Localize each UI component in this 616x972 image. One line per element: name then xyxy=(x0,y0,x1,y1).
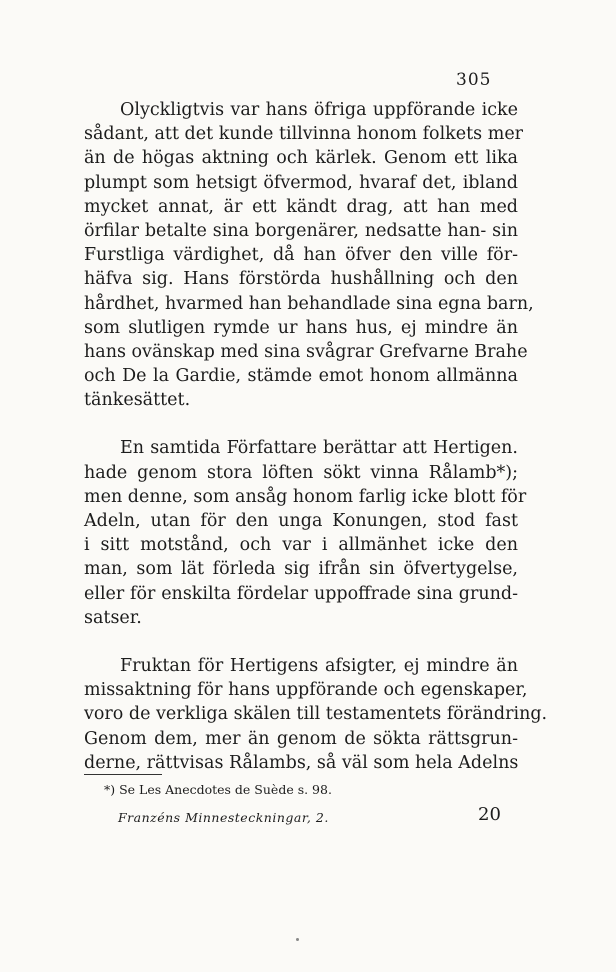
text-line: hårdhet, hvarmed han behandlade sina egna barn, xyxy=(84,293,534,314)
paragraph-3 xyxy=(84,654,548,775)
text-line: man, som lät förleda sig ifrån sin öfvertygelse, xyxy=(84,559,518,580)
paragraph-gap xyxy=(84,412,518,436)
text-line: Adeln, utan för den unga Konungen, stod fast xyxy=(84,511,518,531)
body-text xyxy=(84,98,548,775)
paragraph-1 xyxy=(84,98,534,412)
text-line: En samtida Författare berättar att Hertigen. xyxy=(120,438,518,459)
text-line: Olyckligtvis var hans öfriga uppförande icke xyxy=(120,100,518,120)
text-line: Furstliga värdighet, då han öfver den ville för- xyxy=(84,245,518,266)
paragraph-gap xyxy=(84,630,518,654)
text-line: häfva sig. Hans förstörda hushållning och den xyxy=(84,269,518,290)
text-line: i sitt motstånd, och var i allmänhet icke den xyxy=(84,535,518,556)
footnote: *) Se Les Anecdotes de Suède s. 98. xyxy=(104,782,332,797)
footnote-divider xyxy=(84,774,162,775)
text-line: hade genom stora löften sökt vinna Rålamb*); xyxy=(84,462,518,483)
text-line: och De la Gardie, stämde emot honom allmänna xyxy=(84,366,518,387)
text-line: örfilar betalte sina borgenärer, nedsatte han- sin xyxy=(84,220,518,241)
text-line: derne, rättvisas Rålambs, så väl som hela Adelns xyxy=(84,752,519,773)
text-line: eller för enskilta fördelar uppoffrade sina grund- xyxy=(84,583,518,604)
signature-number: 20 xyxy=(478,804,501,825)
text-line: plumpt som hetsigt öfvermod, hvaraf det, ibland xyxy=(84,172,518,193)
text-line: mycket annat, är ett kändt drag, att han med xyxy=(84,196,518,217)
paper-speck xyxy=(296,938,299,941)
text-line: än de högas aktning och kärlek. Genom ett lika xyxy=(84,148,518,169)
printer-signature: Franzéns Minnesteckningar, 2. xyxy=(118,810,329,825)
text-line: Genom dem, mer än genom de sökta rättsgrun- xyxy=(84,728,518,749)
text-line: hans ovänskap med sina svågrar Grefvarne Brahe xyxy=(84,341,528,362)
text-line: voro de verkliga skälen till testamentets förändring. xyxy=(84,704,548,725)
text-line: satser. xyxy=(84,607,142,628)
page-number: 305 xyxy=(456,70,492,90)
text-line: som slutligen rymde ur hans hus, ej mindre än xyxy=(84,317,518,338)
text-line: men denne, som ansåg honom farlig icke blott för xyxy=(84,486,527,507)
text-line: sådant, att det kunde tillvinna honom folkets mer xyxy=(84,124,524,145)
text-line: Fruktan för Hertigens afsigter, ej mindre än xyxy=(120,655,518,676)
text-line: missaktning för hans uppförande och egenskaper, xyxy=(84,680,528,701)
paragraph-2 xyxy=(84,436,527,630)
text-line: tänkesättet. xyxy=(84,390,191,411)
